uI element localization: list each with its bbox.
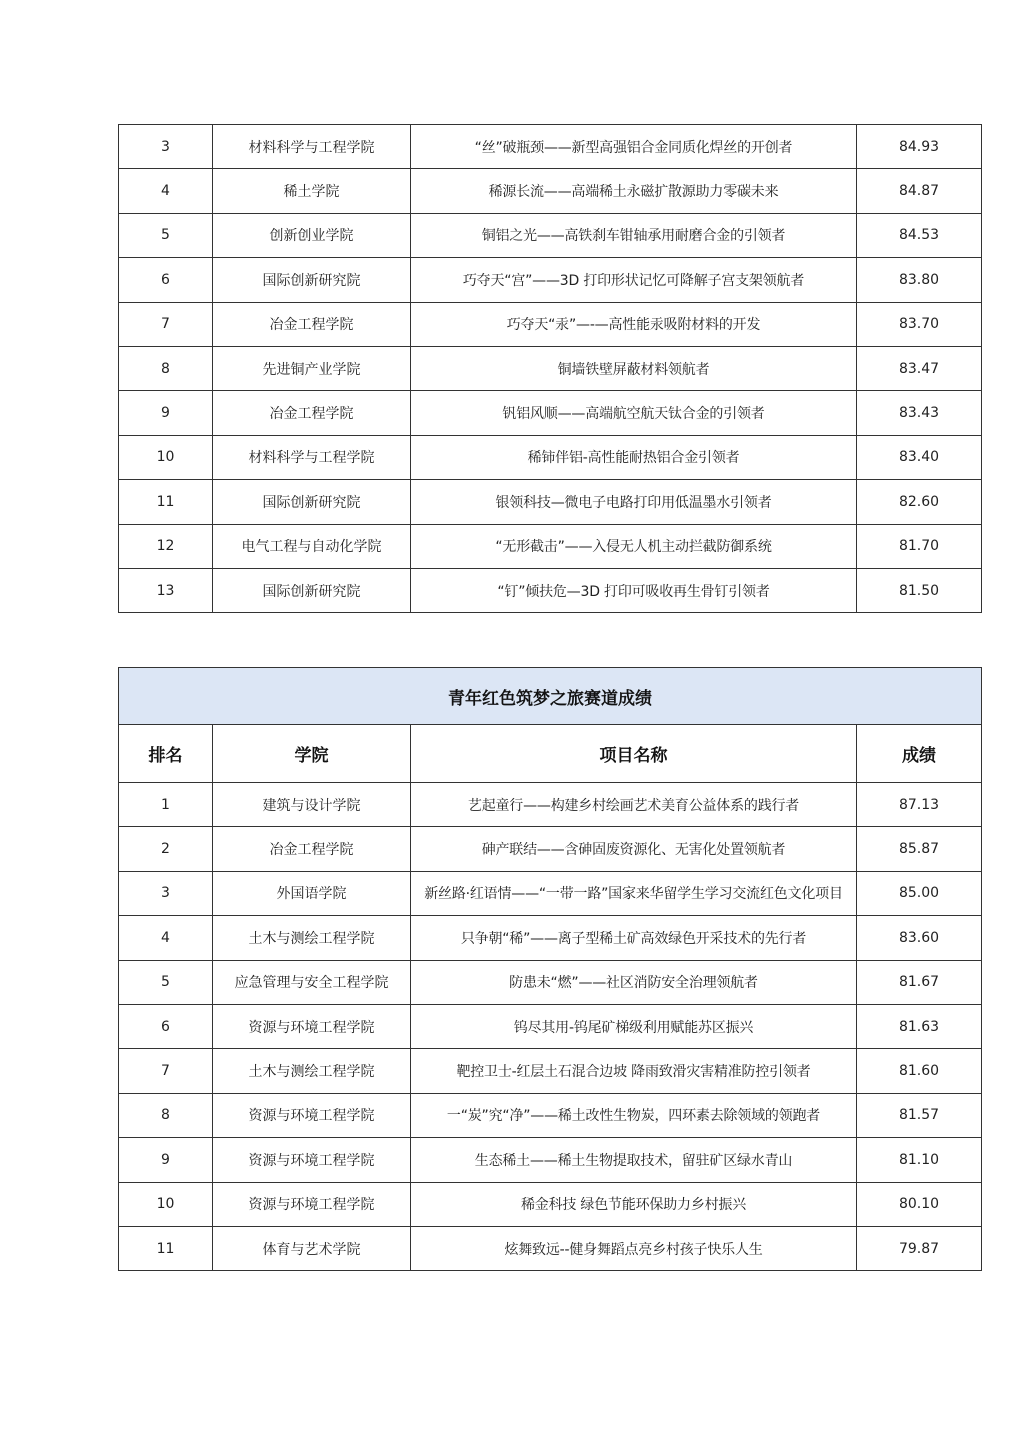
red-track-results-table [118, 667, 982, 1271]
table-row [119, 169, 982, 213]
project-cell: 炫舞致远--健身舞蹈点亮乡村孩子快乐人生 [411, 1226, 857, 1270]
college-cell: 冶金工程学院 [213, 827, 411, 871]
table-header-row [119, 725, 982, 783]
score-cell: 84.87 [857, 169, 982, 213]
rank-header: 排名 [119, 725, 213, 783]
project-cell: 艺起童行——构建乡村绘画艺术美育公益体系的践行者 [411, 783, 857, 827]
table-row [119, 1004, 982, 1048]
project-cell: 新丝路·红语情——“一带一路”国家来华留学生学习交流红色文化项目 [411, 871, 857, 915]
college-cell: 外国语学院 [213, 871, 411, 915]
project-cell: 一“炭”究“净”——稀土改性生物炭，四环素去除领域的领跑者 [411, 1093, 857, 1137]
rank-cell: 7 [119, 302, 213, 346]
college-header: 学院 [213, 725, 411, 783]
project-cell: 银领科技—微电子电路打印用低温墨水引领者 [411, 480, 857, 524]
college-cell: 资源与环境工程学院 [213, 1093, 411, 1137]
table-row [119, 258, 982, 302]
project-cell: “钉”倾扶危—3D 打印可吸收再生骨钉引领者 [411, 568, 857, 612]
project-cell: 铜铝之光——高铁刹车钳轴承用耐磨合金的引领者 [411, 213, 857, 257]
table-row [119, 480, 982, 524]
table-row [119, 302, 982, 346]
score-cell: 81.50 [857, 568, 982, 612]
table-row [119, 1226, 982, 1270]
score-cell: 87.13 [857, 783, 982, 827]
rank-cell: 9 [119, 1138, 213, 1182]
score-cell: 85.00 [857, 871, 982, 915]
project-cell: 稀源长流——高端稀土永磁扩散源助力零碳未来 [411, 169, 857, 213]
score-cell: 81.67 [857, 960, 982, 1004]
project-cell: 稀铈伴铝-高性能耐热铝合金引领者 [411, 435, 857, 479]
score-cell: 83.60 [857, 916, 982, 960]
rank-cell: 3 [119, 125, 213, 169]
college-cell: 电气工程与自动化学院 [213, 524, 411, 568]
college-cell: 材料科学与工程学院 [213, 435, 411, 479]
project-cell: 靶控卫士-红层土石混合边坡 降雨致滑灾害精准防控引领者 [411, 1049, 857, 1093]
table-row [119, 1049, 982, 1093]
score-cell: 82.60 [857, 480, 982, 524]
score-cell: 80.10 [857, 1182, 982, 1226]
college-cell: 冶金工程学院 [213, 302, 411, 346]
table-row [119, 916, 982, 960]
rank-cell: 12 [119, 524, 213, 568]
project-cell: 铜墙铁壁屏蔽材料领航者 [411, 346, 857, 390]
table-row [119, 1182, 982, 1226]
rank-cell: 8 [119, 346, 213, 390]
college-cell: 资源与环境工程学院 [213, 1182, 411, 1226]
project-cell: 生态稀土——稀土生物提取技术，留驻矿区绿水青山 [411, 1138, 857, 1182]
rank-cell: 11 [119, 1226, 213, 1270]
score-cell: 83.80 [857, 258, 982, 302]
college-cell: 国际创新研究院 [213, 258, 411, 302]
results-table-body [119, 125, 982, 613]
rank-cell: 3 [119, 871, 213, 915]
rank-cell: 9 [119, 391, 213, 435]
rank-cell: 4 [119, 169, 213, 213]
college-cell: 材料科学与工程学院 [213, 125, 411, 169]
table-row [119, 1093, 982, 1137]
score-cell: 81.60 [857, 1049, 982, 1093]
project-cell: 巧夺天“宫”——3D 打印形状记忆可降解子宫支架领航者 [411, 258, 857, 302]
table-row [119, 213, 982, 257]
rank-cell: 4 [119, 916, 213, 960]
college-cell: 建筑与设计学院 [213, 783, 411, 827]
college-cell: 土木与测绘工程学院 [213, 1049, 411, 1093]
project-cell: “丝”破瓶颈——新型高强铝合金同质化焊丝的开创者 [411, 125, 857, 169]
table-title-row [119, 668, 982, 725]
college-cell: 国际创新研究院 [213, 480, 411, 524]
table-row [119, 125, 982, 169]
score-cell: 85.87 [857, 827, 982, 871]
table-row [119, 783, 982, 827]
table-row [119, 1138, 982, 1182]
college-cell: 土木与测绘工程学院 [213, 916, 411, 960]
rank-cell: 6 [119, 1004, 213, 1048]
score-cell: 83.70 [857, 302, 982, 346]
score-cell: 84.53 [857, 213, 982, 257]
score-cell: 84.93 [857, 125, 982, 169]
table-row [119, 568, 982, 612]
college-cell: 资源与环境工程学院 [213, 1138, 411, 1182]
table-row [119, 960, 982, 1004]
rank-cell: 10 [119, 1182, 213, 1226]
project-cell: “无形截击”——入侵无人机主动拦截防御系统 [411, 524, 857, 568]
project-cell: 稀金科技 绿色节能环保助力乡村振兴 [411, 1182, 857, 1226]
project-cell: 钨尽其用-钨尾矿梯级利用赋能苏区振兴 [411, 1004, 857, 1048]
project-cell: 只争朝“稀”——离子型稀土矿高效绿色开采技术的先行者 [411, 916, 857, 960]
rank-cell: 8 [119, 1093, 213, 1137]
project-header: 项目名称 [411, 725, 857, 783]
college-cell: 应急管理与安全工程学院 [213, 960, 411, 1004]
results-table-continued [118, 124, 982, 613]
project-cell: 钒铝风顺——高端航空航天钛合金的引领者 [411, 391, 857, 435]
college-cell: 资源与环境工程学院 [213, 1004, 411, 1048]
rank-cell: 1 [119, 783, 213, 827]
rank-cell: 7 [119, 1049, 213, 1093]
score-cell: 81.63 [857, 1004, 982, 1048]
college-cell: 稀土学院 [213, 169, 411, 213]
table-row [119, 524, 982, 568]
red-track-table-body [119, 783, 982, 1271]
score-cell: 83.47 [857, 346, 982, 390]
rank-cell: 6 [119, 258, 213, 302]
score-cell: 83.43 [857, 391, 982, 435]
table-title: 青年红色筑梦之旅赛道成绩 [119, 668, 982, 725]
project-cell: 砷产联结——含砷固废资源化、无害化处置领航者 [411, 827, 857, 871]
table-row [119, 435, 982, 479]
rank-cell: 13 [119, 568, 213, 612]
table-row [119, 827, 982, 871]
table-row [119, 391, 982, 435]
score-cell: 81.10 [857, 1138, 982, 1182]
table-row [119, 346, 982, 390]
college-cell: 体育与艺术学院 [213, 1226, 411, 1270]
project-cell: 巧夺天“汞”—-—高性能汞吸附材料的开发 [411, 302, 857, 346]
score-cell: 83.40 [857, 435, 982, 479]
college-cell: 先进铜产业学院 [213, 346, 411, 390]
score-cell: 79.87 [857, 1226, 982, 1270]
table-row [119, 871, 982, 915]
rank-cell: 5 [119, 213, 213, 257]
score-cell: 81.57 [857, 1093, 982, 1137]
score-header: 成绩 [857, 725, 982, 783]
rank-cell: 10 [119, 435, 213, 479]
rank-cell: 11 [119, 480, 213, 524]
rank-cell: 5 [119, 960, 213, 1004]
college-cell: 创新创业学院 [213, 213, 411, 257]
project-cell: 防患未“燃”——社区消防安全治理领航者 [411, 960, 857, 1004]
college-cell: 国际创新研究院 [213, 568, 411, 612]
rank-cell: 2 [119, 827, 213, 871]
college-cell: 冶金工程学院 [213, 391, 411, 435]
score-cell: 81.70 [857, 524, 982, 568]
